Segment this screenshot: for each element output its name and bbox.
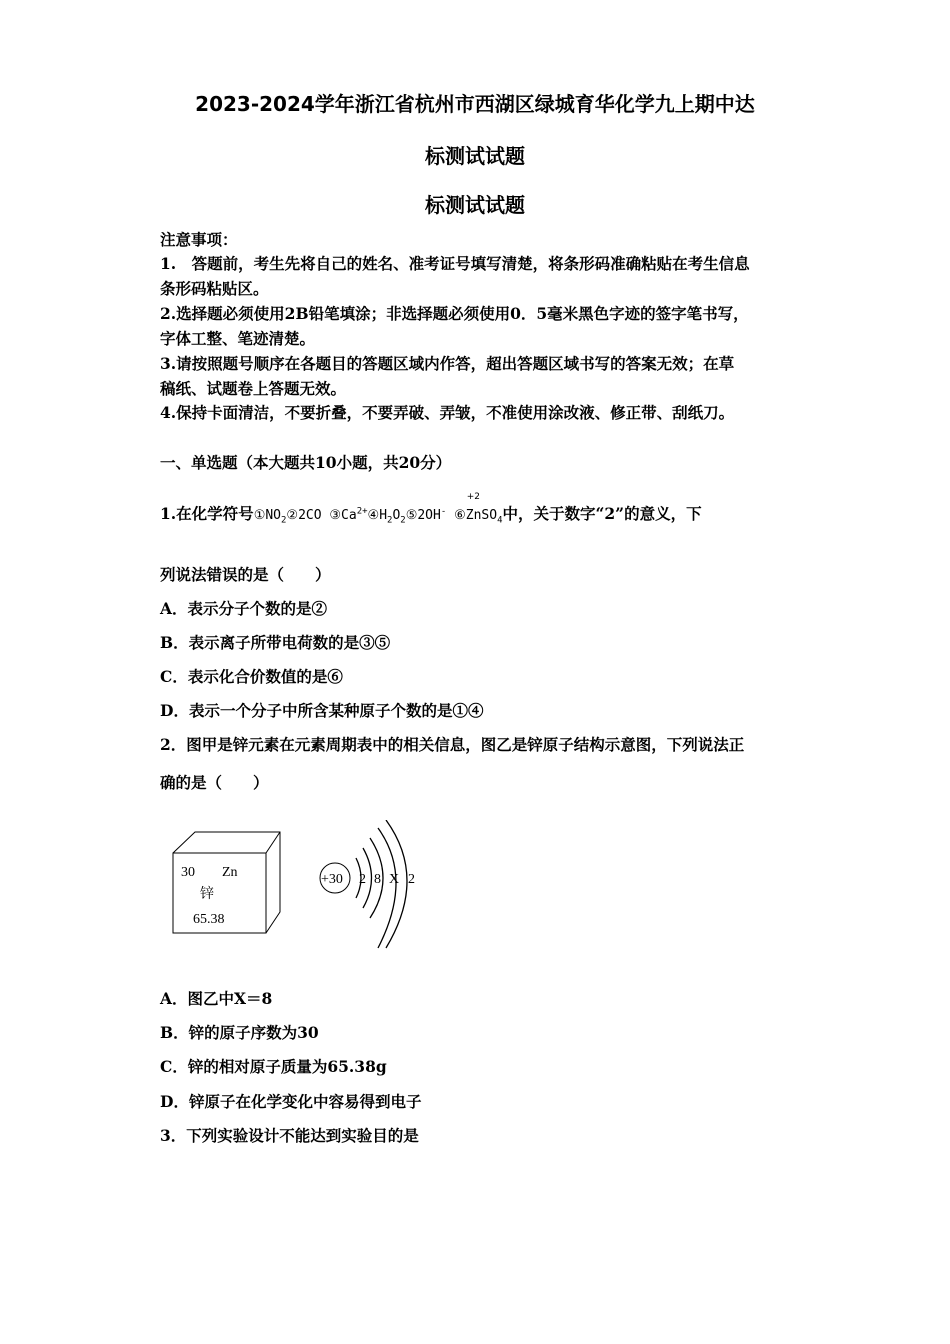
shell-4-count: 2 xyxy=(408,872,415,887)
notice-item: 1. 答题前，考生先将自己的姓名、准考证号填写清楚，将条形码准确粘贴在考生信息 xyxy=(160,254,750,273)
element-cell xyxy=(173,832,280,933)
notice-item: 稿纸、试题卷上答题无效。 xyxy=(160,379,347,398)
question-3-line1: 3．下列实验设计不能达到实验目的是 xyxy=(160,1126,419,1145)
q1-suffix: 中，关于数字“2”的意义，下 xyxy=(502,504,702,523)
question-1-line2: 列说法错误的是（ ） xyxy=(160,565,331,584)
notice-item: 字体工整、笔迹清楚。 xyxy=(160,329,316,348)
notice-item: 2.选择题必须使用2B铅笔填涂；非选择题必须使用0．5毫米黑色字迹的签字笔书写， xyxy=(160,304,749,323)
shell-3-count: X xyxy=(389,872,400,887)
q1-option-d[interactable]: D．表示一个分子中所含某种原子个数的是①④ xyxy=(160,701,484,720)
notice-item: 4.保持卡面清洁，不要折叠，不要弄破、弄皱，不准使用涂改液、修正带、刮纸刀。 xyxy=(160,403,735,422)
notice-heading: 注意事项： xyxy=(160,230,238,249)
exam-title-line3: 标测试试题 xyxy=(425,193,525,217)
question-2-line1: 2．图甲是锌元素在元素周期表中的相关信息，图乙是锌原子结构示意图，下列说法正 xyxy=(160,735,745,754)
notice-item: 3.请按照题号顺序在各题目的答题区域内作答，超出答题区域书写的答案无效；在草 xyxy=(160,354,735,373)
element-symbol: Zn xyxy=(222,865,238,880)
atomic-mass: 65.38 xyxy=(193,912,225,927)
nuclear-charge: +30 xyxy=(321,872,343,887)
element-name: 锌 xyxy=(200,886,214,902)
q1-formula: $①NO_2②2CO$ $③Ca^{2+}④H_2O_2⑤2OH^-$ ⑥ +2 ZnSO$_4$ xyxy=(253,492,503,526)
q2-option-b[interactable]: B．锌的原子序数为30 xyxy=(160,1023,319,1042)
q1-option-b[interactable]: B．表示离子所带电荷数的是③⑤ xyxy=(160,633,391,652)
section-heading: 一、单选题（本大题共10小题，共20分） xyxy=(160,453,452,472)
q1-prefix: 1.在化学符号 xyxy=(160,504,254,523)
shell-2-count: 8 xyxy=(374,872,381,887)
q2-option-c[interactable]: C．锌的相对原子质量为65.38g xyxy=(160,1057,387,1076)
notice-item: 条形码粘贴区。 xyxy=(160,279,269,298)
question-2-line2: 确的是（ ） xyxy=(160,773,269,792)
exam-title-line1: 2023-2024学年浙江省杭州市西湖区绿城育华化学九上期中达 xyxy=(195,92,755,116)
q1-option-a[interactable]: A．表示分子个数的是② xyxy=(160,599,328,618)
shell-1-count: 2 xyxy=(359,872,366,887)
zn-valence: +2 Zn xyxy=(465,492,482,523)
q2-option-d[interactable]: D．锌原子在化学变化中容易得到电子 xyxy=(160,1092,422,1111)
q2-option-a[interactable]: A．图乙中X＝8 xyxy=(160,989,273,1008)
atomic-number: 30 xyxy=(181,865,195,880)
exam-title-line2: 标测试试题 xyxy=(425,144,525,168)
q1-option-c[interactable]: C．表示化合价数值的是⑥ xyxy=(160,667,343,686)
question-1-stem xyxy=(160,492,702,526)
zinc-figure xyxy=(160,820,460,960)
